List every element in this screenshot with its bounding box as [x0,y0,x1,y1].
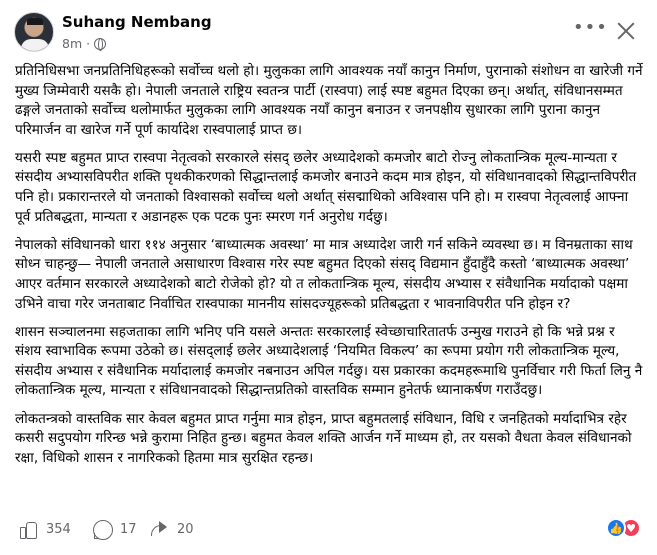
post-paragraph: लोकतन्त्रको वास्तविक सार केवल बहुमत प्राप्त गर्नुमा मात्र होइन, प्राप्त बहुमतलाई संविधान, विधि र जनहितको मर्यादाभित्र रहेर कसरी सदुपयोग गरिन्छ भन्ने कुरामा निहित हुन्छ। बहुमत केवल शक्ति आर्जन गर्ने माध्यम हो, तर यसको वैधता केवल संविधानको रक्षा, विधिको शासन र नागरिकको हितमा मात्र सुरक्षित रहन्छ। [15,410,632,466]
avatar-body [21,39,49,52]
post-paragraph: नेपालको संविधानको धारा ११४ अनुसार ‘बाध्यात्मक अवस्था’ मा मात्र अध्यादेश जारी गर्न सकिने व्यवस्था छ। म विनम्रताका साथ सोध्न चाहन्छु— नेपाली जनताले असाधारण विश्वास गरेर स्पष्ट बहुमत दिएको संसद् विद्यमान हुँदाहुँदै कस्तो ‘बाध्यात्मक अवस्था’ आएर वर्तमान सरकारले अध्यादेशको बाटो रोजेको हो? यो त लोकतान्त्रिक मूल्य, संसदीय अभ्यास र संवैधानिक मर्यादाको पक्षमा उभिने वाचा गरेर जनताबाट निर्वाचित रास्वपाका माननीय सांसदज्यूहरूको प्रतिबद्धता र भावनाविपरीत पनि होइन र? [15,236,633,312]
avatar-hat [27,18,43,25]
reactions-summary[interactable] [606,518,641,538]
post-time[interactable]: 8m [62,36,83,51]
avatar[interactable] [14,12,54,52]
share-button[interactable] [149,519,194,539]
more-options-button[interactable]: ••• [573,17,608,38]
thumbs-up-icon [18,519,38,539]
comment-count: 17 [120,521,137,537]
post-meta: 8m · [62,36,106,51]
close-icon[interactable] [613,18,639,44]
post-paragraph: प्रतिनिधिसभा जनप्रतिनिधिहरूको सर्वोच्च थलो हो। मुलुकका लागि आवश्यक नयाँ कानुन निर्माण, पुरानाको संशोधन वा खारेजी गर्ने मुख्य जिम्मेवारी यसकै हो। नेपाली जनताले राष्ट्रिय स्वतन्त्र पार्टी (रास्वपा) लाई स्पष्ट बहुमत दिएका छन्। अर्थात्, संविधानसम्मत ढङ्गले जनताको सर्वोच्च थलोमार्फत मुलुकका लागि आवश्यक नयाँ कानुन बनाउन र जनपक्षीय सुधारका लागि पुराना कानुन परिमार्जन वा खारेज गर्ने पूर्ण कार्यादेश रास्वपालाई प्राप्त छ। [15,63,643,138]
share-count: 20 [177,521,194,537]
post-body [15,62,643,477]
like-button[interactable] [18,519,71,539]
author-name[interactable]: Suhang Nembang [62,13,212,31]
comment-button[interactable] [92,519,137,539]
share-icon [149,519,169,539]
post-paragraph: यसरी स्पष्ट बहुमत प्राप्त रास्वपा नेतृत्वको सरकारले संसद् छलेर अध्यादेशको कमजोर बाटो रोज्नु लोकतान्त्रिक मूल्य-मान्यता र संसदीय अभ्यासविपरीत शक्ति पृथकीकरणको सिद्धान्तलाई कमजोर बनाउने कदम मात्र होइन, यो संविधानवादको सिद्धान्तविपरीत पनि हो। प्रकारान्तरले यो जनताको विश्वासको सर्वोच्च थलो अर्थात् संसद्माथिको अविश्वास पनि हो। म रास्वपा नेतृत्वलाई आफ्ना पूर्व प्रतिबद्धता, मान्यता र अडानहरू एक पटक पुनः स्मरण गर्न अनुरोध गर्दछु। [15,149,637,225]
globe-icon[interactable] [94,38,106,50]
like-count: 354 [46,521,71,537]
like-reaction-icon: 👍 [606,518,626,538]
comment-icon [92,519,112,539]
love-reaction-icon: ♥ [621,518,641,538]
post-footer [0,515,657,545]
post-header [0,0,657,60]
post-paragraph: शासन सञ्चालनमा सहजताका लागि भनिए पनि यसले अन्ततः सरकारलाई स्वेच्छाचारितातर्फ उन्मुख गराउने हो कि भन्ने प्रश्न र संशय स्वाभाविक रूपमा उठेको छ। संसद्लाई छलेर अध्यादेशलाई ‘नियमित विकल्प’ का रूपमा प्रयोग गरी लोकतान्त्रिक मूल्य, संसदीय अभ्यास र संवैधानिक मर्यादालाई कमजोर नबनाउन अपिल गर्दछु। यस प्रकारका कदमहरूमाथि पुनर्विचार गरी फिर्ता लिनु नै लोकतान्त्रिक मूल्य, मान्यता र संविधानवादको सिद्धान्तप्रतिको वास्तविक सम्मान हुनेतर्फ ध्यानाकर्षण गराउँदछु। [15,323,643,399]
